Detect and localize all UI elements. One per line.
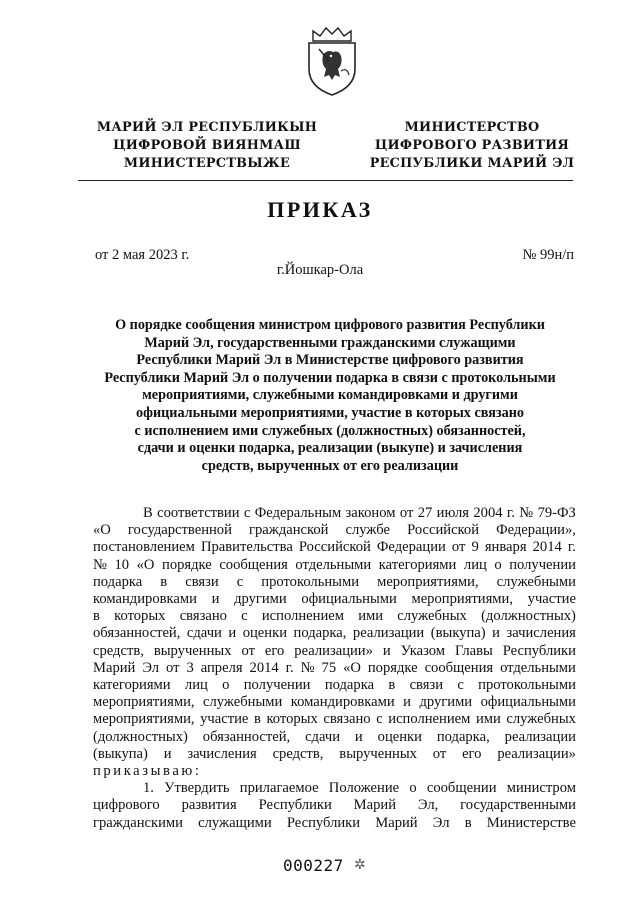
word: Федерации: [376, 539, 446, 556]
word: Положение: [328, 780, 400, 797]
word: ими: [358, 608, 384, 625]
word: «О: [343, 659, 361, 676]
word: служебных: [506, 711, 576, 728]
word: с: [457, 677, 464, 694]
order-body: [93, 505, 576, 832]
word: реализации: [504, 728, 576, 745]
word: реализации: [352, 625, 425, 642]
word: Правительства: [200, 539, 293, 556]
word: вырученных: [339, 745, 417, 762]
oval-line: [341, 70, 349, 75]
word: сдачи: [305, 728, 341, 745]
word: его: [264, 642, 285, 659]
coat-of-arms-emblem: [303, 25, 361, 97]
word: от: [166, 659, 180, 676]
word: в: [388, 677, 396, 694]
body-line: [93, 694, 576, 711]
word: вырученных: [153, 642, 232, 659]
word: 10: [114, 556, 130, 573]
header-divider: [78, 180, 573, 181]
word: 2004: [473, 505, 503, 521]
word: зачисления: [506, 625, 576, 642]
body-line: [93, 746, 576, 763]
word: порядке: [162, 556, 212, 573]
word: апреля: [200, 659, 243, 676]
word: Российской: [407, 522, 479, 539]
word: 79-ФЗ: [537, 505, 576, 521]
word: Федерации»,: [496, 522, 576, 539]
word: обязанностей,: [93, 625, 181, 642]
word: другими: [419, 694, 473, 711]
subject-line: Республики Марий Эл о получении подарка в связи с протокольными: [104, 369, 556, 386]
word: законом: [345, 505, 396, 521]
header-left-line: ЦИФРОВОЙ ВИЯНМАШ: [113, 138, 301, 153]
word: цифрового: [93, 797, 160, 814]
word: гражданскими: [93, 814, 183, 831]
body-line: [93, 557, 576, 574]
word: официальными: [301, 591, 397, 608]
word: о: [494, 556, 502, 573]
word: и: [354, 728, 363, 745]
bear-eye: [330, 55, 332, 57]
word: и: [403, 694, 411, 711]
word: от: [432, 745, 447, 762]
word: Главы: [454, 642, 493, 659]
header-right-line: РЕСПУБЛИКИ МАРИЙ ЭЛ: [369, 156, 575, 171]
word: участие: [200, 711, 249, 728]
word: Марий: [375, 814, 418, 831]
word: служебными: [496, 573, 576, 590]
word: мероприятиями,: [411, 591, 513, 608]
body-line: [93, 677, 576, 694]
document-title: ПРИКАЗ: [267, 197, 373, 222]
word: мероприятиями,: [93, 711, 195, 728]
word: в: [160, 573, 168, 590]
word: Федеральным: [254, 505, 342, 521]
word: подарка,: [293, 625, 347, 642]
word: лиц: [463, 556, 487, 573]
word: средств,: [272, 745, 324, 762]
body-line: [93, 591, 576, 608]
header-right-line: МИНИСТЕРСТВО: [404, 120, 540, 135]
order-subject: [88, 317, 572, 475]
word: реализации»: [497, 745, 576, 762]
word: протокольными: [261, 573, 360, 590]
word: государственными: [460, 797, 576, 814]
header-left-line: МАРИЙ ЭЛ РЕСПУБЛИКЫН: [96, 120, 318, 135]
word: (выкупа): [93, 745, 148, 762]
body-line: [93, 505, 576, 522]
word: развития: [181, 797, 237, 814]
word: сообщения: [424, 659, 494, 676]
word: командировками: [93, 591, 197, 608]
word: и: [211, 591, 220, 608]
word: Утвердить: [164, 780, 230, 797]
word: исполнением: [261, 608, 344, 625]
word: связи: [409, 677, 444, 694]
word: г.: [567, 539, 576, 556]
word: ими: [475, 711, 501, 728]
word: оценки: [377, 728, 422, 745]
word: с: [236, 573, 244, 590]
subject-line: средств, вырученных от его реализации: [201, 457, 459, 474]
body-line: [93, 643, 576, 660]
word: 2014: [249, 659, 279, 676]
word: (должностных): [93, 728, 188, 745]
body-line: [93, 711, 576, 728]
subject-line: официальными мероприятиями, участие в которых связано: [136, 404, 524, 421]
word: другими: [234, 591, 287, 608]
word: сообщения: [219, 556, 288, 573]
word: №: [519, 505, 534, 521]
subject-line: с исполнением ими служебных (должностных) обязанностей,: [134, 422, 526, 439]
body-line: [93, 729, 576, 746]
subject-line: Республики Марий Эл в Министерстве цифрового развития: [136, 352, 524, 369]
word: Эл: [432, 814, 450, 831]
word: связи: [185, 573, 219, 590]
word: 9: [471, 539, 479, 556]
word: «О: [136, 556, 155, 573]
subject-line: Марий Эл, государственными гражданскими служащими: [144, 334, 516, 351]
word: министром: [506, 780, 576, 797]
word: мероприятиями,: [377, 573, 479, 590]
word: (выкупа): [430, 625, 486, 642]
word: категориями: [93, 677, 171, 694]
word: участие: [527, 591, 576, 608]
asterisk-icon: ✲: [354, 858, 366, 873]
word: г.: [285, 659, 294, 676]
word: прилагаемое: [239, 780, 319, 797]
word: 3: [186, 659, 194, 676]
document-city: г.Йошкар-Ола: [276, 262, 364, 278]
word: зачисления: [187, 745, 257, 762]
word: Российской: [298, 539, 371, 556]
word: мероприятиями,: [93, 694, 195, 711]
word: лиц: [184, 677, 208, 694]
word: Эл: [142, 659, 160, 676]
word: В: [143, 505, 153, 521]
word: отдельными: [295, 556, 372, 573]
word: порядке: [367, 659, 418, 676]
word: Указом: [400, 642, 446, 659]
word: и: [492, 625, 500, 642]
word: от: [451, 539, 466, 556]
word: гражданской: [248, 522, 329, 539]
word: связано: [179, 608, 227, 625]
body-line: [93, 797, 576, 814]
document-number: № 99н/п: [522, 247, 574, 263]
word: (должностных): [481, 608, 576, 625]
word: 75: [321, 659, 337, 676]
word: Марий: [93, 659, 136, 676]
word: с: [241, 608, 248, 625]
word: которых: [266, 711, 318, 728]
word: служащими: [198, 814, 272, 831]
word: получении: [243, 677, 311, 694]
word: от: [399, 505, 414, 521]
word: Марий: [353, 797, 397, 814]
header-right-line: ЦИФРОВОГО РАЗВИТИЯ: [374, 138, 570, 153]
word: связано: [323, 711, 371, 728]
word: которых: [114, 608, 166, 625]
word: в: [464, 814, 472, 831]
word: Республики: [286, 814, 361, 831]
word: отдельными: [500, 659, 576, 676]
word: протокольными: [478, 677, 576, 694]
body-line: [93, 780, 576, 797]
word: г.: [506, 505, 515, 521]
word: сдачи: [186, 625, 222, 642]
ministry-name-mari: [94, 119, 320, 173]
word: сообщении: [426, 780, 497, 797]
word: 2014: [532, 539, 562, 556]
word: службе: [345, 522, 391, 539]
word: служебных: [397, 608, 467, 625]
word: №: [300, 659, 315, 676]
word: исполнением: [388, 711, 471, 728]
subject-line: О порядке сообщения министром цифрового развития Республики: [115, 317, 545, 333]
header-left-line: МИНИСТЕРСТВЫЖЕ: [123, 156, 291, 171]
word: Республики: [258, 797, 332, 814]
word: от: [241, 642, 255, 659]
document-date: от 2 мая 2023 г.: [95, 247, 190, 263]
word: в: [93, 608, 100, 625]
word: с: [376, 711, 383, 728]
body-line: [93, 608, 576, 625]
crown-outline: [313, 28, 351, 41]
word: 1.: [143, 780, 154, 797]
word: оценки: [242, 625, 287, 642]
word: №: [93, 556, 107, 573]
ministry-name-russian: [367, 119, 577, 173]
body-line: [93, 625, 576, 642]
word: обязанностей,: [202, 728, 291, 745]
subject-line: мероприятиями, служебными командировками и другими: [142, 387, 518, 404]
body-line: [93, 574, 576, 591]
word: командировками: [290, 694, 395, 711]
word: и: [228, 625, 237, 642]
word: служебными: [203, 694, 283, 711]
word: официальными: [480, 694, 576, 711]
word: категориями: [378, 556, 457, 573]
word: Эл,: [417, 797, 439, 814]
word: Министерстве: [486, 814, 576, 831]
word: и: [163, 745, 172, 762]
word: подарка,: [436, 728, 490, 745]
word: подарка: [324, 677, 375, 694]
body-line: [93, 660, 576, 677]
word: в: [253, 711, 261, 728]
word: реализации»: [294, 642, 373, 659]
subject-line: сдачи и оценки подарка, реализации (выкупе) и зачисления: [137, 440, 523, 457]
body-line: [93, 522, 576, 539]
word: о: [222, 677, 230, 694]
word: подарка: [93, 573, 143, 590]
word: государственной: [127, 522, 232, 539]
body-line: [93, 539, 576, 556]
word: получении: [509, 556, 576, 573]
word: средств,: [93, 642, 144, 659]
word: с: [243, 505, 251, 521]
body-line-order-word: приказываю:: [93, 763, 202, 780]
word: января: [484, 539, 527, 556]
word: «О: [93, 522, 111, 539]
document-serial-number: 000227: [283, 856, 344, 875]
word: Республики: [502, 642, 576, 659]
word: и: [382, 642, 391, 659]
word: соответствии: [157, 505, 240, 521]
word: 27: [417, 505, 433, 521]
body-line: [93, 815, 576, 832]
word: постановлением: [93, 539, 195, 556]
word: его: [462, 745, 482, 762]
word: июля: [436, 505, 470, 521]
word: о: [409, 780, 417, 797]
